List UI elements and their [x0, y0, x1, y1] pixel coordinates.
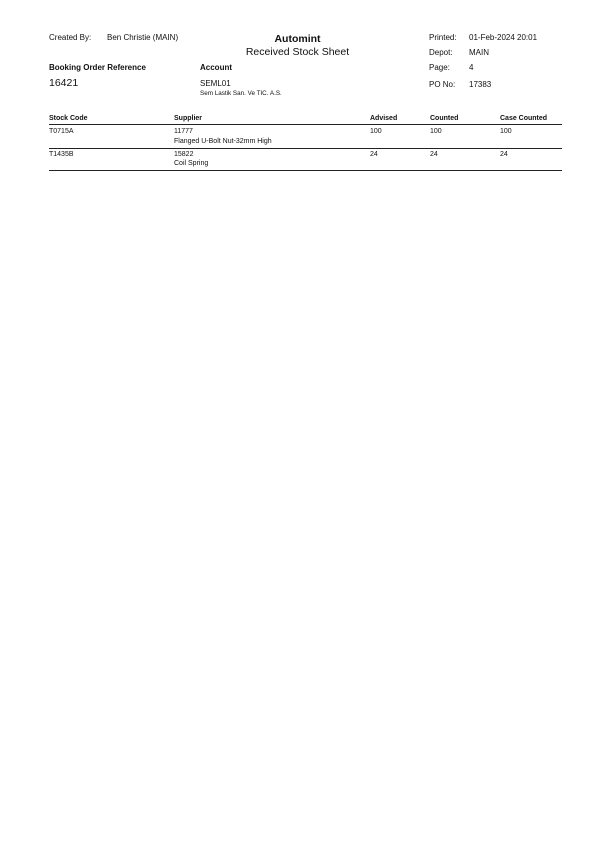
account-code: SEML01	[200, 79, 231, 88]
created-by-label: Created By:	[49, 33, 92, 42]
case-counted-cell: 24	[500, 151, 508, 158]
case-counted-cell: 100	[500, 128, 512, 135]
printed-label: Printed:	[429, 33, 457, 42]
col-header-advised: Advised	[370, 115, 398, 122]
description-cell: Coil Spring	[174, 160, 209, 167]
col-header-counted: Counted	[430, 115, 459, 122]
col-header-supplier: Supplier	[174, 115, 203, 122]
page-number: 4	[469, 63, 474, 72]
description-cell: Flanged U-Bolt Nut-32mm High	[174, 138, 272, 145]
printed-value: 01-Feb-2024 20:01	[469, 33, 538, 42]
stock-code-cell: T0715A	[49, 128, 74, 135]
supplier-code-cell: 11777	[174, 128, 193, 135]
supplier-code-cell: 15822	[174, 151, 194, 158]
po-label: PO No:	[429, 80, 456, 89]
account-name: Sem Lastik San. Ve TIC. A.S.	[200, 90, 282, 97]
company-name: Automint	[274, 33, 321, 45]
account-label: Account	[200, 63, 232, 72]
po-number: 17383	[469, 80, 492, 89]
counted-cell: 24	[430, 151, 438, 158]
col-header-case-counted: Case Counted	[500, 115, 548, 122]
counted-cell: 100	[430, 128, 442, 135]
page-label: Page:	[429, 63, 450, 72]
page-title: Received Stock Sheet	[245, 46, 350, 58]
advised-cell: 24	[370, 151, 378, 158]
header-divider	[49, 124, 562, 125]
row-divider	[49, 148, 562, 149]
stock-code-cell: T1435B	[49, 151, 74, 158]
created-by-value: Ben Christie (MAIN)	[107, 33, 179, 42]
booking-ref-label: Booking Order Reference	[49, 63, 146, 72]
row-divider	[49, 170, 562, 171]
depot-value: MAIN	[469, 48, 489, 57]
booking-ref-value: 16421	[49, 77, 79, 89]
col-header-stock-code: Stock Code	[49, 115, 88, 122]
advised-cell: 100	[370, 128, 382, 135]
depot-label: Depot:	[429, 48, 453, 57]
